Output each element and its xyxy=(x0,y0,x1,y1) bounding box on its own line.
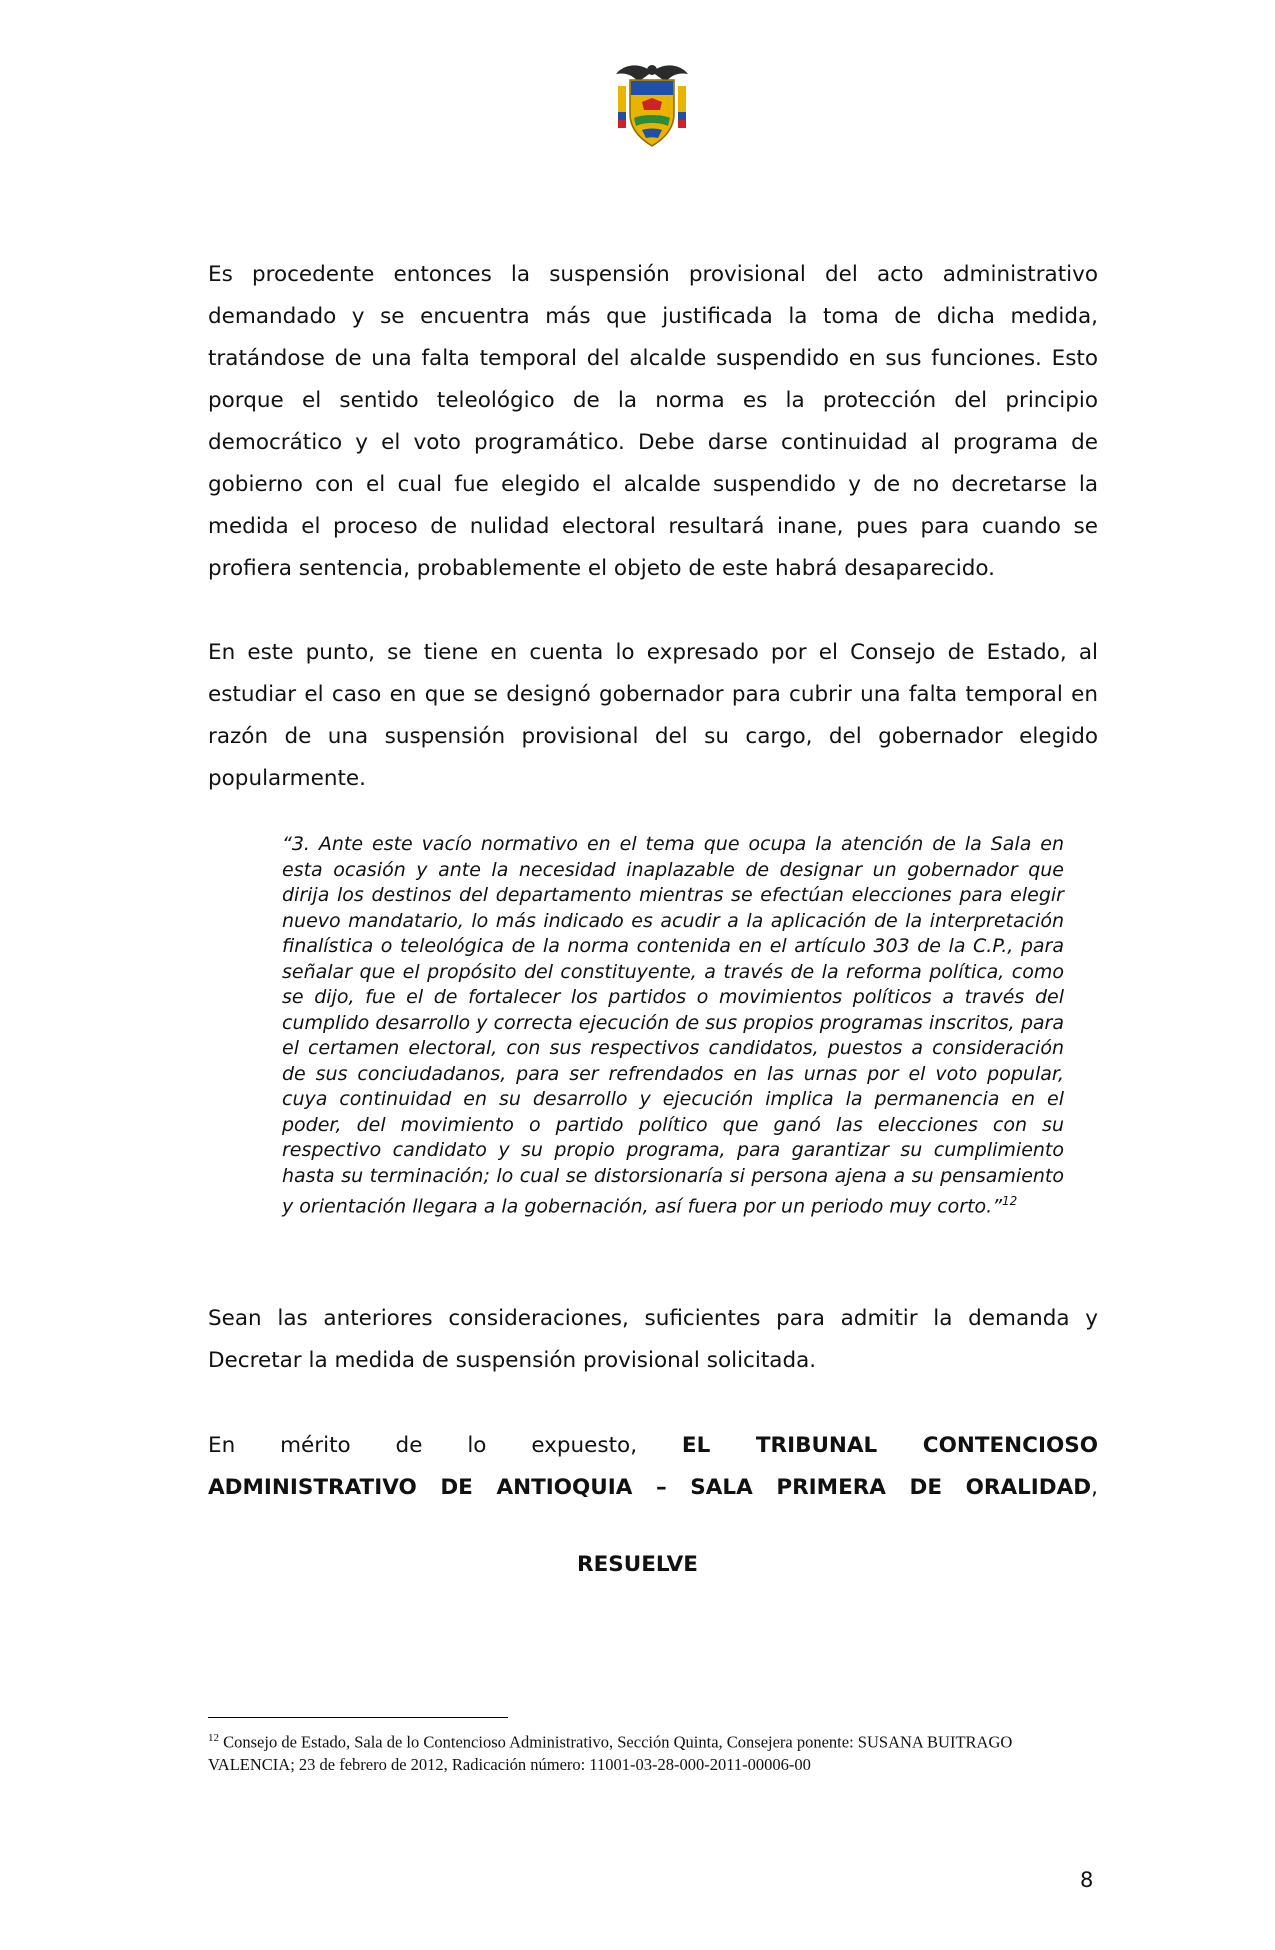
block-quote xyxy=(282,832,1064,1220)
footnote-text: Consejo de Estado, Sala de lo Contencioso Administrativo, Sección Quinta, Consejera ponente: SUSANA BUITRAGO VALENCIA; 23 de febrero de 2012, Radicación número: 11001-03-28-000-2011-00006-00 xyxy=(208,1732,1013,1774)
page-number: 8 xyxy=(1080,1868,1094,1892)
footnote-reference: 12 xyxy=(1002,1194,1018,1208)
paragraph-4-tail: , xyxy=(1091,1475,1098,1500)
footnote xyxy=(208,1727,1098,1776)
court-name-line-1: EL TRIBUNAL CONTENCIOSO xyxy=(681,1433,1098,1458)
paragraph-4 xyxy=(208,1425,1098,1509)
paragraph-3: Sean las anteriores consideraciones, suficientes para admitir la demanda y Decretar la medida de suspensión provisional solicitada. xyxy=(208,1306,1098,1373)
paragraph-2: En este punto, se tiene en cuenta lo expresado por el Consejo de Estado, al estudiar el caso en que se designó gobernador para cubrir una falta temporal en razón de una suspensión provisional del su cargo, del gobernador elegido popularmente. xyxy=(208,640,1098,791)
colombia-coat-of-arms-icon xyxy=(612,58,692,150)
footnote-number: 12 xyxy=(208,1732,219,1744)
court-name-line-2: ADMINISTRATIVO DE ANTIOQUIA – SALA PRIMERA DE ORALIDAD xyxy=(208,1475,1092,1500)
footnote-divider xyxy=(208,1717,508,1718)
paragraph-4-lead: En mérito de lo expuesto, xyxy=(208,1433,638,1458)
resuelve-heading: RESUELVE xyxy=(577,1552,698,1577)
quote-text: “3. Ante este vacío normativo en el tema que ocupa la atención de la Sala en esta ocasión y ante la necesidad inaplazable de designar un gobernador que dirija los destinos del departamento mientras se efectúan elecciones para elegir nuevo mandatario, lo más indicado es acudir a la aplicación de la interpretación finalística o teleológica de la norma contenida en el artículo 303 de la C.P., para señalar que el propósito del constituyente, a través de la reforma política, como se dijo, fue el de fortalecer los partidos o movimientos políticos a través del cumplido desarrollo y correcta ejecución de sus propios programas inscritos, para el certamen electoral, con sus respectivos candidatos, puestos a consideración de sus conciudadanos, para ser refrendados en las urnas por el voto popular, cuya continuidad en su desarrollo y ejecución implica la permanencia en el poder, del movimiento o partido político que ganó las elecciones con su respectivo candidato y su propio programa, para garantizar su cumplimiento hasta su terminación; lo cual se distorsionaría si persona ajena a su pensamiento y orientación llegara a la gobernación, así fuera por un periodo muy corto.” xyxy=(282,833,1064,1218)
paragraph-1: Es procedente entonces la suspensión provisional del acto administrativo demandado y se encuentra más que justificada la toma de dicha medida, tratándose de una falta temporal del alcalde suspendido en sus funciones. Esto porque el sentido teleológico de la norma es la protección del principio democrático y el voto programático. Debe darse continuidad al programa de gobierno con el cual fue elegido el alcalde suspendido y de no decretarse la medida el proceso de nulidad electoral resultará inane, pues para cuando se profiera sentencia, probablemente el objeto de este habrá desaparecido. xyxy=(208,262,1098,581)
